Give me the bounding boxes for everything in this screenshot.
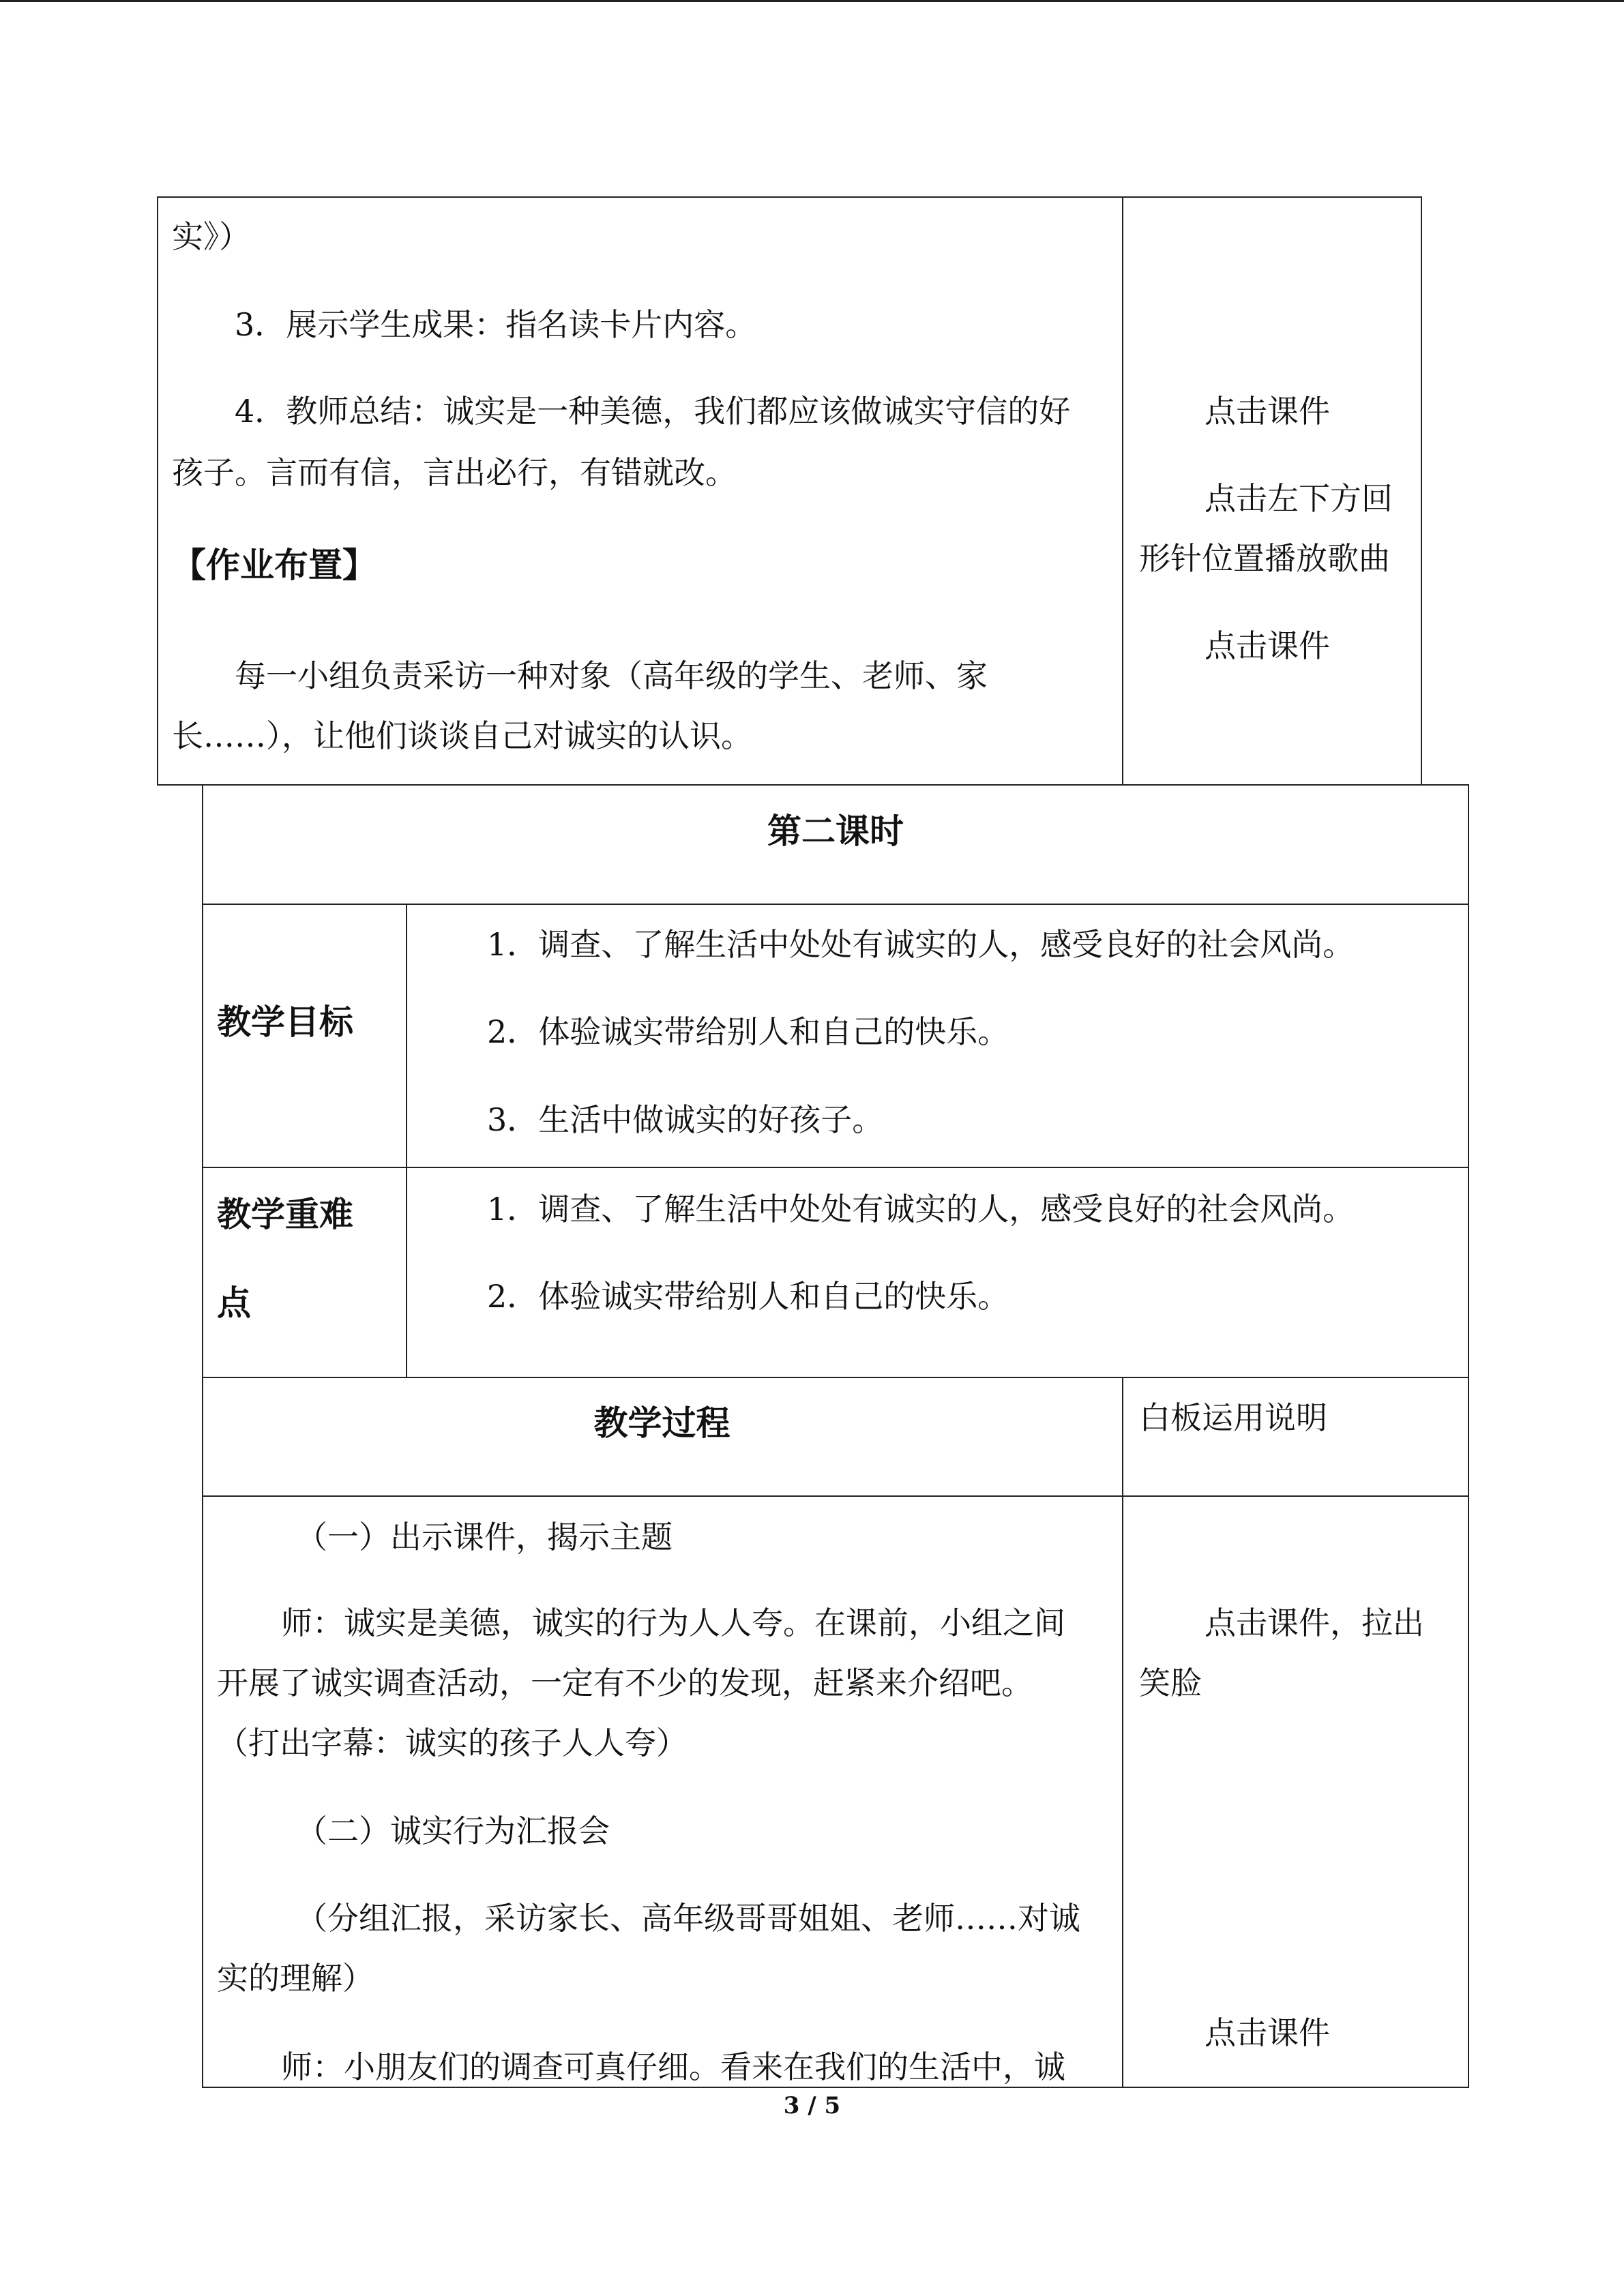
process-step-3: （二）诚实行为汇报会 (296, 1813, 610, 1849)
homework-heading: 【作业布置】 (172, 546, 377, 585)
homework-text-line-1: 每一小组负责采访一种对象（高年级的学生、老师、家 (235, 657, 988, 694)
top-section-divider (1122, 196, 1123, 786)
keypoints-label-line-1: 教学重难 (217, 1195, 353, 1234)
process-header: 教学过程 (593, 1403, 730, 1443)
step-3-text: 3．展示学生成果：指名读卡片内容。 (235, 306, 757, 343)
label-column-divider (406, 904, 407, 1378)
title-row-divider (202, 904, 1469, 905)
keypoint-2: 2．体验诚实带给别人和自己的快乐。 (487, 1278, 1009, 1315)
process-column-divider (1122, 1377, 1123, 2088)
process-step-1: （一）出示课件，揭示主题 (296, 1519, 673, 1555)
process-step-2-line-2: 开展了诚实调查活动，一定有不少的发现，赶紧来介绍吧。 (217, 1665, 1033, 1701)
keypoints-label-line-2: 点 (217, 1283, 251, 1323)
process-step-2-line-1: 师：诚实是美德，诚实的行为人人夸。在课前，小组之间 (281, 1605, 1065, 1641)
whiteboard-step-2: 点击课件 (1205, 2014, 1330, 2051)
keypoints-row-divider (202, 1377, 1469, 1378)
whiteboard-header: 白板运用说明 (1139, 1399, 1327, 1436)
process-step-4-line-2: 实的理解） (217, 1960, 374, 1997)
whiteboard-note-2-line-2: 形针位置播放歌曲 (1139, 540, 1390, 577)
whiteboard-note-2-line-1: 点击左下方回 (1205, 480, 1393, 517)
whiteboard-step-1-line-1: 点击课件，拉出 (1205, 1605, 1424, 1641)
goal-3: 3．生活中做诚实的好孩子。 (487, 1101, 884, 1138)
keypoint-1: 1．调查、了解生活中处处有诚实的人，感受良好的社会风尚。 (487, 1191, 1355, 1227)
whiteboard-note-1: 点击课件 (1205, 393, 1330, 430)
lesson-2-title: 第二课时 (767, 811, 904, 851)
whiteboard-note-3: 点击课件 (1205, 627, 1330, 664)
goals-label: 教学目标 (217, 1002, 353, 1042)
carry-over-line: 实》） (172, 218, 250, 255)
process-step-4-line-1: （分组汇报，采访家长、高年级哥哥姐姐、老师……对诚 (296, 1900, 1080, 1937)
homework-text-line-2: 长……），让他们谈谈自己对诚实的认识。 (172, 717, 752, 754)
process-header-divider (202, 1495, 1469, 1497)
step-4-text-line-1: 4．教师总结：诚实是一种美德，我们都应该做诚实守信的好 (235, 393, 1071, 430)
process-step-5: 师：小朋友们的调查可真仔细。看来在我们的生活中，诚 (281, 2048, 1065, 2085)
goals-row-divider (202, 1167, 1469, 1168)
goal-2: 2．体验诚实带给别人和自己的快乐。 (487, 1013, 1009, 1050)
page-top-border (0, 0, 1624, 2)
whiteboard-step-1-line-2: 笑脸 (1139, 1665, 1202, 1701)
process-step-2-line-3: （打出字幕：诚实的孩子人人夸） (217, 1725, 688, 1761)
goal-1: 1．调查、了解生活中处处有诚实的人，感受良好的社会风尚。 (487, 926, 1355, 963)
step-4-text-line-2: 孩子。言而有信，言出必行，有错就改。 (172, 454, 737, 491)
page-number: 3 / 5 (783, 2092, 841, 2119)
